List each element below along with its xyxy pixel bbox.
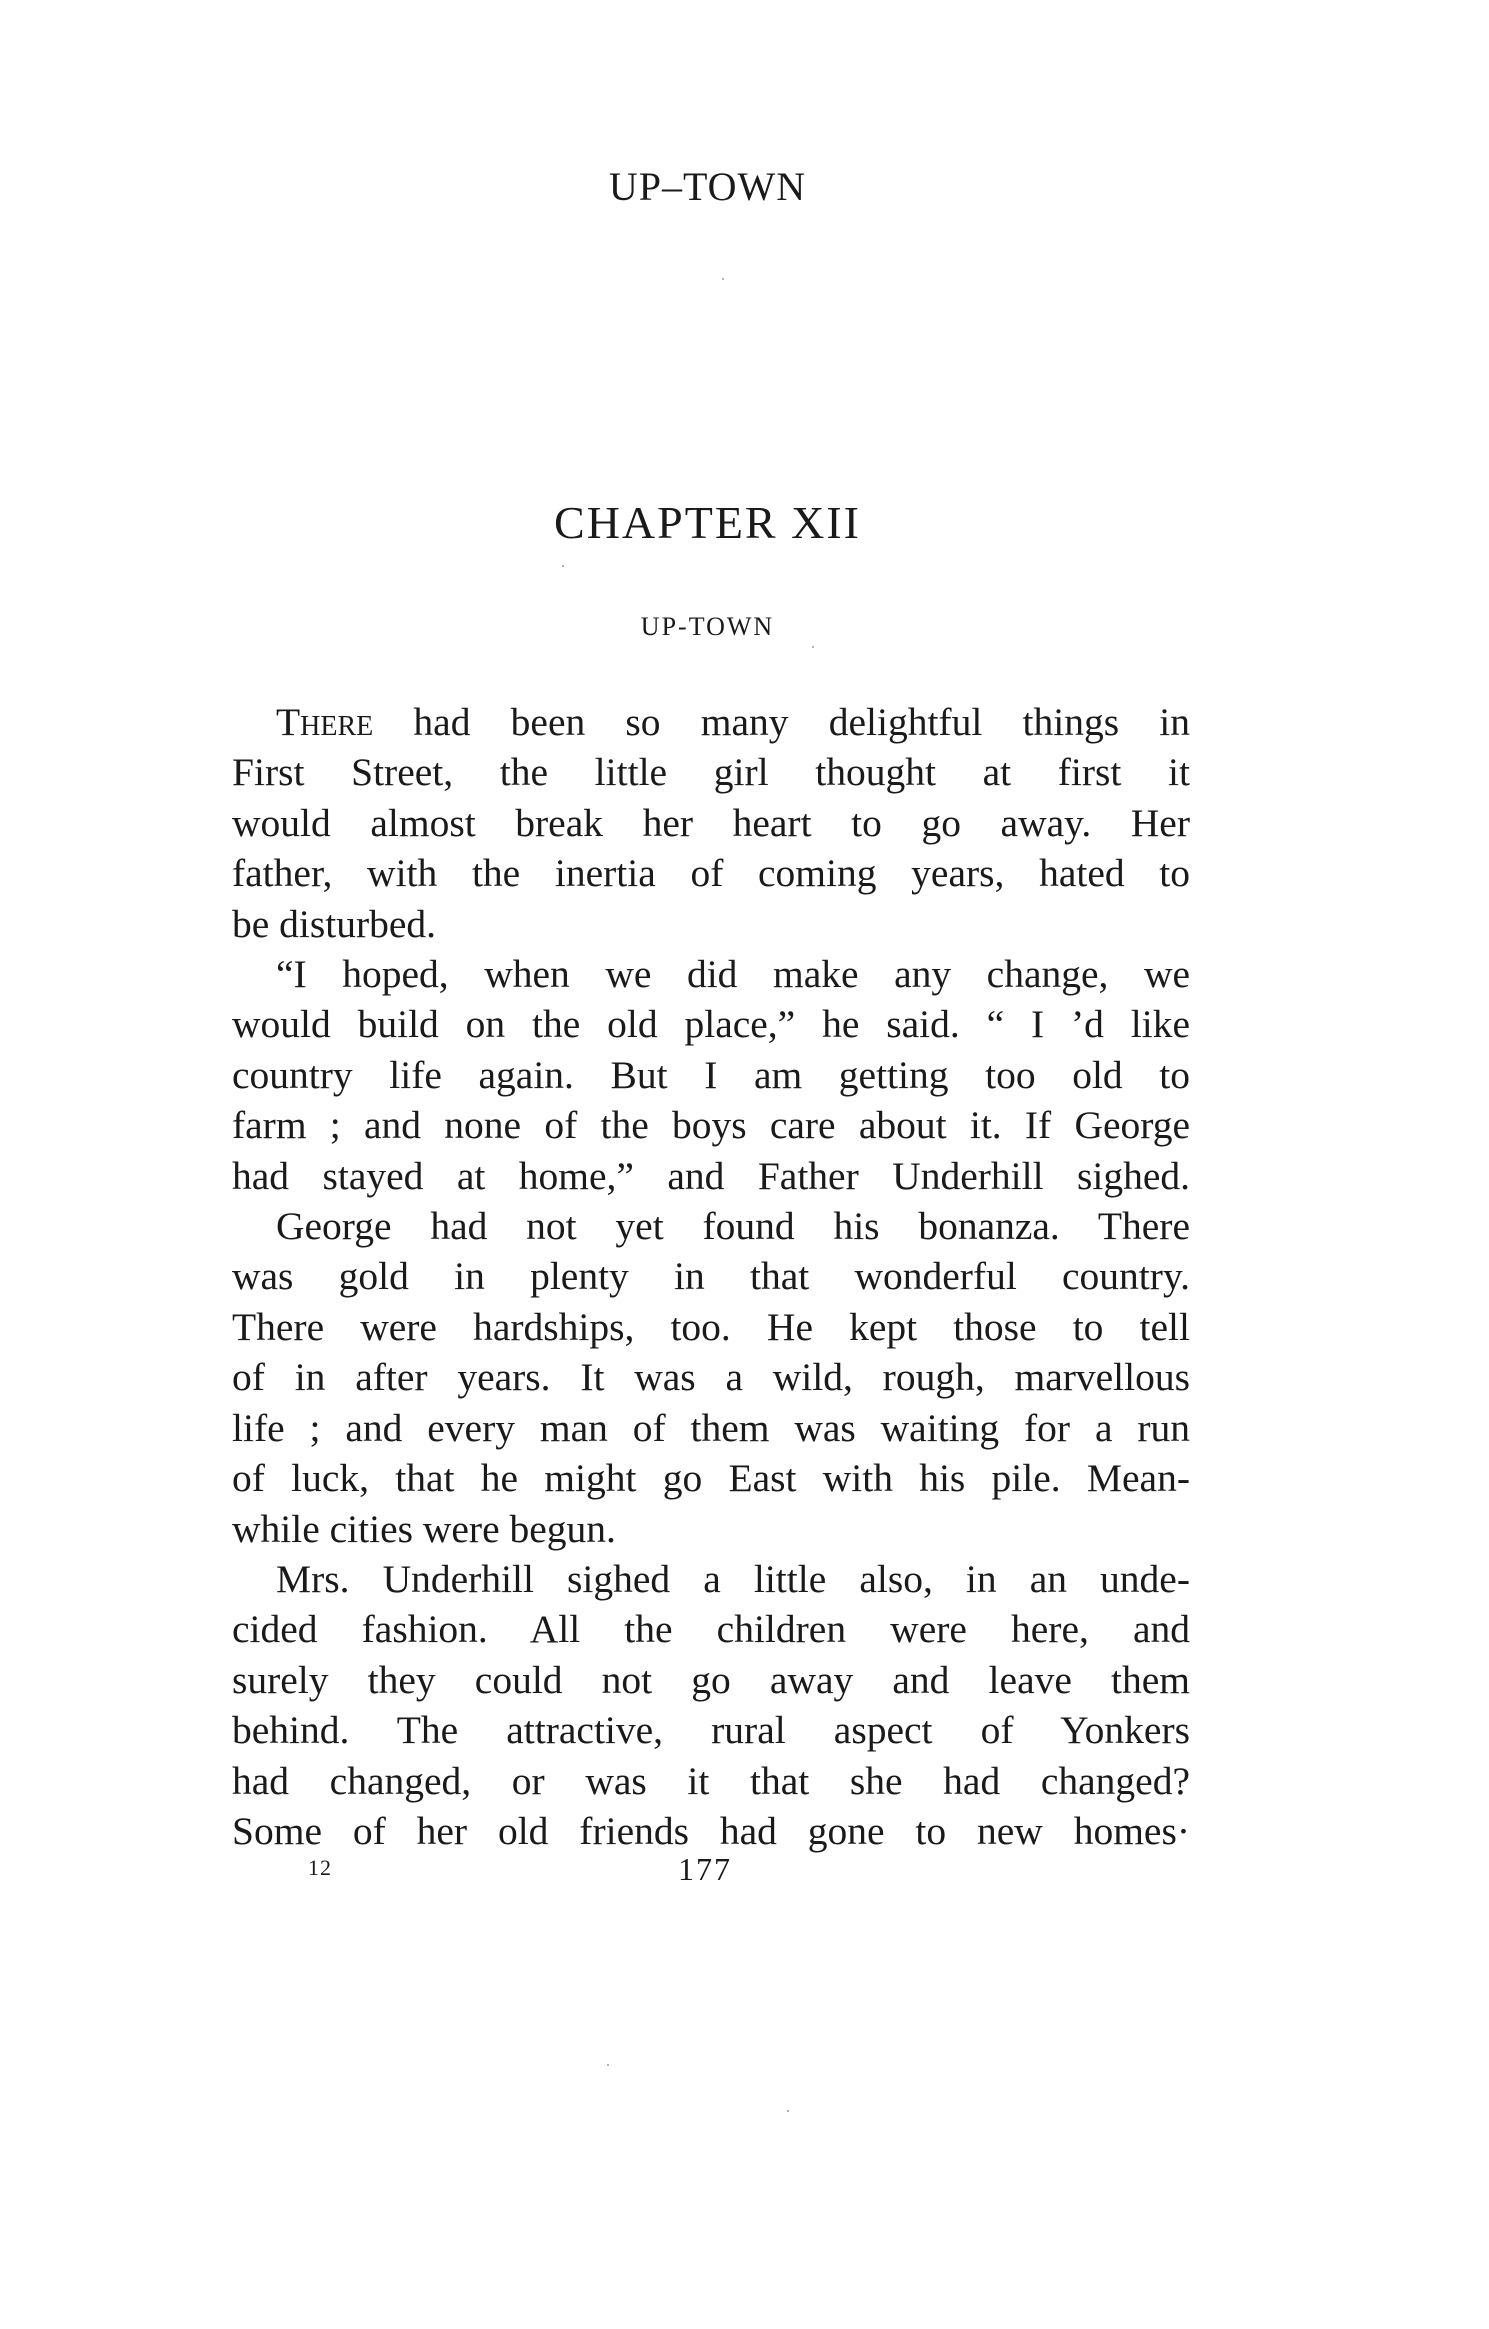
text-line: surely they could not go away and leave them bbox=[232, 1657, 1190, 1702]
text-line: had changed, or was it that she had changed? bbox=[232, 1758, 1190, 1803]
paper-speck bbox=[812, 646, 814, 648]
text-line: Mrs. Underhill sighed a little also, in an unde- bbox=[276, 1556, 1190, 1601]
text-line: had stayed at home,” and Father Underhill sighed. bbox=[232, 1153, 1190, 1198]
paper-speck bbox=[787, 2110, 789, 2112]
text-line: George had not yet found his bonanza. There bbox=[276, 1204, 1190, 1249]
body-text bbox=[232, 697, 1190, 1856]
text-line: of in after years. It was a wild, rough, marvellous bbox=[232, 1355, 1190, 1400]
text-line-content: had been so many delightful things in bbox=[373, 700, 1190, 744]
page-number: 177 bbox=[678, 1851, 732, 1887]
running-head: UP–TOWN bbox=[608, 164, 807, 209]
text-line: There were hardships, too. He kept those to tell bbox=[232, 1304, 1190, 1349]
text-line: of luck, that he might go East with his pile. Mean- bbox=[232, 1456, 1190, 1501]
chapter-heading: CHAPTER XII bbox=[554, 497, 861, 548]
text-line bbox=[232, 697, 1190, 747]
text-line: father, with the inertia of coming years, hated to bbox=[232, 851, 1190, 896]
text-line: Some of her old friends had gone to new homes· bbox=[232, 1808, 1190, 1853]
text-line: “I hoped, when we did make any change, we bbox=[276, 952, 1190, 997]
text-line: was gold in plenty in that wonderful country. bbox=[232, 1254, 1190, 1299]
text-line: country life again. But I am getting too old to bbox=[232, 1052, 1190, 1097]
paper-speck bbox=[607, 2064, 609, 2066]
text-line: be disturbed. bbox=[232, 901, 437, 946]
text-line: First Street, the little girl thought at first it bbox=[232, 750, 1190, 795]
paper-speck bbox=[722, 278, 724, 280]
signature-mark: 12 bbox=[308, 1855, 332, 1880]
paper-speck bbox=[562, 565, 564, 567]
opening-word: There bbox=[276, 700, 374, 744]
text-line: while cities were begun. bbox=[232, 1506, 616, 1551]
chapter-subtitle: UP-TOWN bbox=[640, 612, 775, 641]
text-line: life ; and every man of them was waiting for a run bbox=[232, 1405, 1190, 1450]
text-line: would build on the old place,” he said. “ I ’d like bbox=[232, 1002, 1190, 1047]
text-line: behind. The attractive, rural aspect of Yonkers bbox=[232, 1708, 1190, 1753]
text-line: farm ; and none of the boys care about it. If George bbox=[232, 1103, 1190, 1148]
text-line: cided fashion. All the children were here, and bbox=[232, 1607, 1190, 1652]
text-line: would almost break her heart to go away. Her bbox=[232, 800, 1190, 845]
